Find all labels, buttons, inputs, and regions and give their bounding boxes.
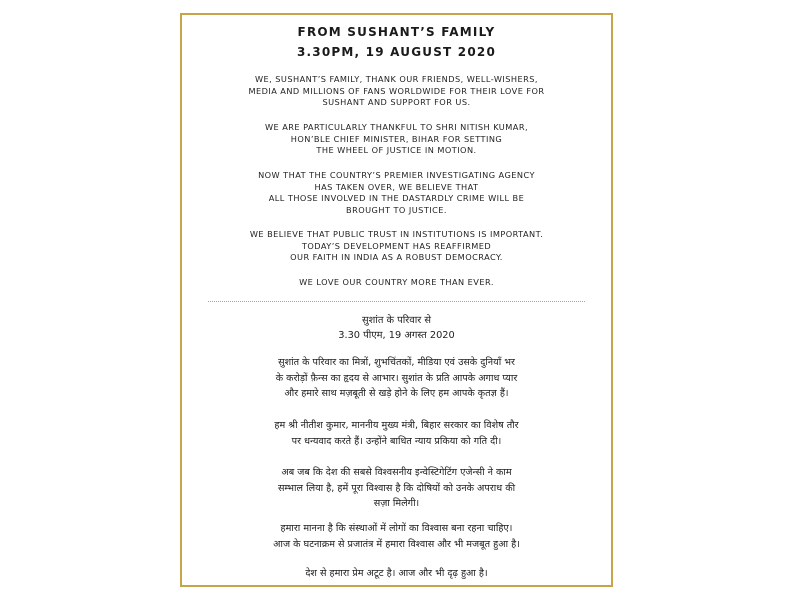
english-line: WE ARE PARTICULARLY THANKFUL TO SHRI NITISH KUMAR,: [264, 122, 529, 132]
english-heading: FROM SUSHANT’S FAMILY: [297, 25, 496, 39]
hindi-line: सुशांत के परिवार का मित्रों, शुभचिंतकों, मीडिया एवं उसके दुनियाँ भर: [278, 357, 515, 368]
english-paragraph-3: [182, 170, 611, 216]
english-line: WE, SUSHANT’S FAMILY, THANK OUR FRIENDS, WELL-WISHERS,: [255, 74, 538, 84]
hindi-line: देश से हमारा प्रेम अटूट है। आज और भी दृढ़ हुआ है।: [305, 568, 488, 579]
english-paragraph-5: [182, 277, 611, 289]
hindi-line: के करोड़ों फ़ैन्स का हृदय से आभार। सुशांत के प्रति आपके अगाध प्यार: [275, 372, 518, 384]
hindi-paragraph-3: [182, 465, 611, 512]
english-line: HON’BLE CHIEF MINISTER, BIHAR FOR SETTING: [290, 133, 503, 144]
english-datetime: 3.30PM, 19 AUGUST 2020: [296, 45, 497, 59]
hindi-line: और हमारे साथ मज़बूती से खड़े होने के लिए हम आपके कृतज्ञ हैं।: [284, 388, 509, 399]
statement-card: [180, 13, 613, 587]
hindi-heading: सुशांत के परिवार से: [362, 315, 431, 326]
english-line: HAS TAKEN OVER, WE BELIEVE THAT: [314, 181, 479, 192]
english-line: WE LOVE OUR COUNTRY MORE THAN EVER.: [299, 277, 494, 287]
dotted-divider: [208, 301, 585, 302]
english-paragraph-2: [182, 122, 611, 157]
english-line: MEDIA AND MILLIONS OF FANS WORLDWIDE FOR THEIR LOVE FOR: [248, 85, 545, 96]
english-line: ALL THOSE INVOLVED IN THE DASTARDLY CRIME WILL BE: [268, 193, 525, 204]
english-line: NOW THAT THE COUNTRY’S PREMIER INVESTIGATING AGENCY: [258, 170, 535, 180]
english-line: WE BELIEVE THAT PUBLIC TRUST IN INSTITUTIONS IS IMPORTANT.: [249, 229, 544, 239]
english-line: THE WHEEL OF JUSTICE IN MOTION.: [316, 145, 477, 156]
english-line: BROUGHT TO JUSTICE.: [346, 204, 447, 215]
hindi-line: सज़ा मिलेगी।: [373, 498, 420, 509]
hindi-line: अब जब कि देश की सबसे विश्वसनीय इन्वेस्टिगेटिंग एजेन्सी ने काम: [281, 467, 512, 478]
hindi-line: आज के घटनाक्रम से प्रजातंत्र में हमारा विश्वास और भी मजबूत हुआ है।: [273, 538, 520, 550]
hindi-line: सम्भाल लिया है, हमें पूरा विश्वास है कि दोषियों को उनके अपराध की: [277, 482, 516, 494]
hindi-paragraph-5: [182, 566, 611, 582]
english-line: TODAY’S DEVELOPMENT HAS REAFFIRMED: [301, 240, 492, 251]
english-paragraph-4: [182, 229, 611, 264]
hindi-paragraph-1: [182, 355, 611, 402]
hindi-paragraph-2: [182, 418, 611, 449]
hindi-paragraph-4: [182, 521, 611, 552]
english-line: SUSHANT AND SUPPORT FOR US.: [322, 97, 471, 108]
english-paragraph-1: [182, 74, 611, 109]
hindi-datetime: 3.30 पीएम, 19 अगस्त 2020: [338, 330, 455, 341]
hindi-line: हमारा मानना है कि संस्थाओं में लोगों का विश्वास बना रहना चाहिए।: [280, 523, 513, 534]
english-line: OUR FAITH IN INDIA AS A ROBUST DEMOCRACY.: [290, 252, 503, 263]
hindi-line: हम श्री नीतीश कुमार, माननीय मुख्य मंत्री, बिहार सरकार का विशेष तौर: [274, 420, 519, 431]
hindi-line: पर धन्यवाद करते हैं। उन्होंने बाधित न्याय प्रकिया को गति दी।: [291, 435, 502, 447]
